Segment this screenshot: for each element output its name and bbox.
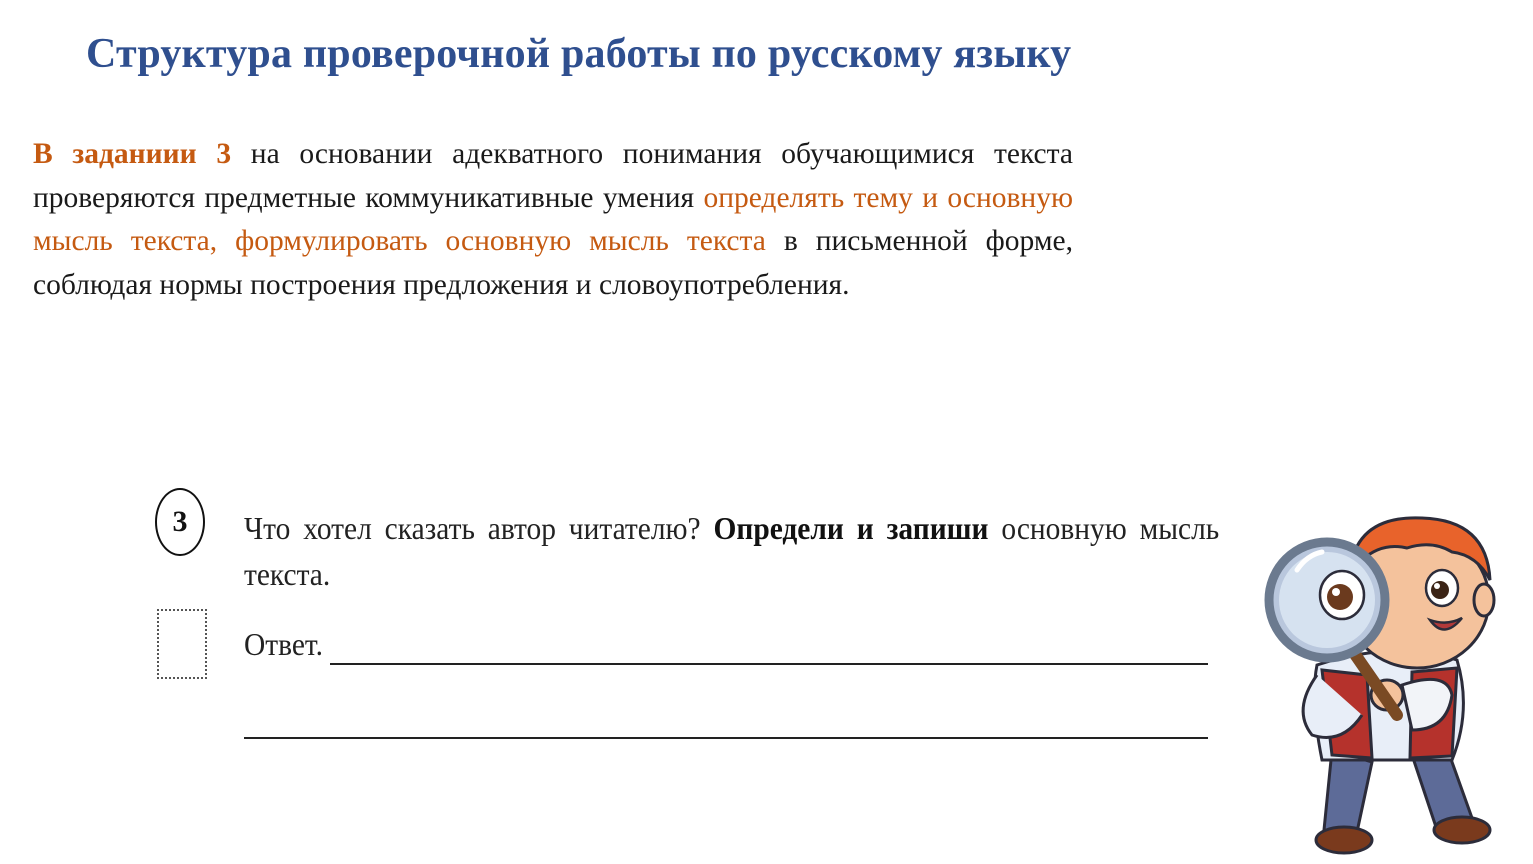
task-question xyxy=(244,505,1219,597)
task-description xyxy=(33,133,1073,307)
skills-highlight: определять тему и основную мысль текста, формулировать основную мысль текста xyxy=(33,181,1073,257)
task-number-badge: 3 xyxy=(155,488,205,556)
boy-with-magnifier-illustration xyxy=(1262,500,1524,864)
answer-line-1 xyxy=(330,663,1208,665)
page-title: Структура проверочной работы по русскому языку xyxy=(86,31,1072,77)
answer-line-2 xyxy=(244,737,1208,739)
answer-label: Ответ. xyxy=(244,626,323,662)
score-box xyxy=(157,609,207,679)
task-reference: В заданиии 3 xyxy=(33,138,232,170)
description-text-2: в письменной форме, соблюдая нормы построения предложения и словоупотребления. xyxy=(33,225,1073,301)
question-part-2: основную мысль текста. xyxy=(244,510,1220,592)
question-instruction: Определи и запиши xyxy=(713,510,989,546)
description-text-1: на основании адекватного понимания обучающимися текста проверяются предметные коммуникативные умения xyxy=(33,138,1073,214)
question-part-1: Что хотел сказать автор читателю? xyxy=(244,510,714,546)
